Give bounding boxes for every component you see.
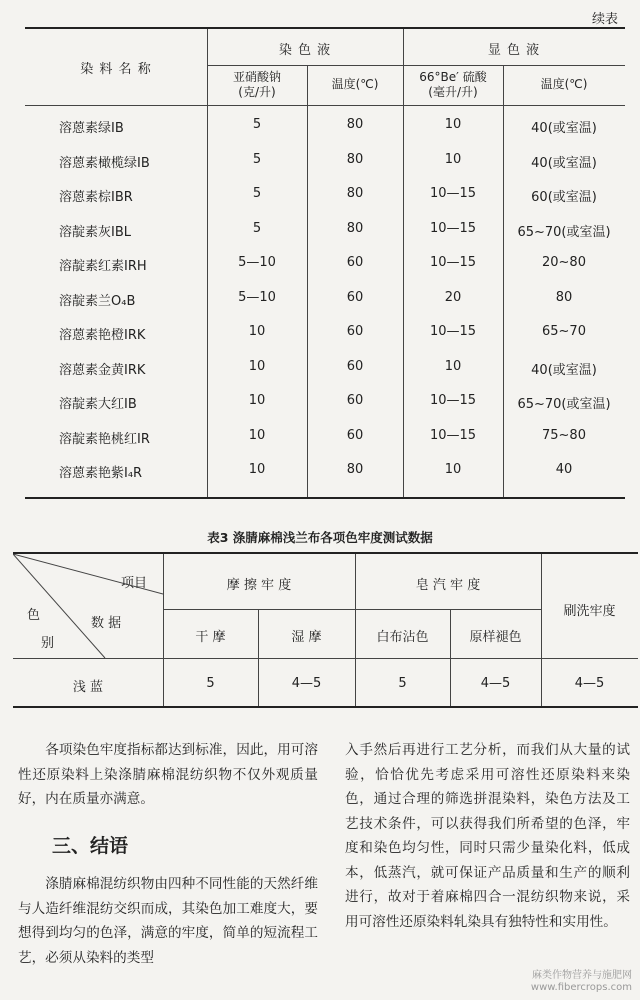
cell-nitrite: 5 (252, 186, 262, 201)
cell-name: 溶靛素灰IBL (59, 224, 131, 240)
cell-nitrite: 10 (248, 324, 266, 339)
header-steam-cloth: 白布沾色 (376, 630, 429, 645)
cell-t1: 80 (346, 151, 364, 167)
cell-nitrite: 10 (248, 462, 266, 477)
cell-name: 溶靛素艳桃红IR (59, 431, 150, 447)
continued-label: 续表 (591, 12, 618, 27)
cell-name: 溶靛素兰O₄B (59, 293, 136, 309)
cell-name: 溶蒽素艳紫I₄R (59, 466, 143, 481)
value-steam-orig: 4—5 (480, 676, 511, 691)
table-divider (25, 105, 625, 106)
cell-acid: 10 (444, 462, 462, 477)
cell-nitrite: 10 (248, 358, 266, 374)
header-steam-orig: 原样褪色 (469, 630, 522, 645)
cell-acid: 10—15 (429, 220, 477, 236)
cell-acid: 10—15 (429, 427, 477, 443)
value-rub-wet: 4—5 (291, 676, 322, 691)
cell-name: 溶蒽素金黄IRK (59, 362, 146, 378)
cell-nitrite: 10 (248, 393, 266, 408)
fastness-table (13, 552, 638, 708)
cell-name: 溶蒽素绿IB (59, 121, 124, 136)
watermark: 麻类作物营养与施肥网 www.fibercrops.com (530, 970, 632, 993)
cell-name: 溶蒽素艳橙IRK (59, 328, 146, 343)
cell-nitrite: 5 (252, 151, 262, 167)
header-nitrite: 亚硝酸钠 (克/升) (232, 70, 281, 99)
cell-acid: 10—15 (429, 393, 477, 408)
table-caption: 表3 涤腈麻棉浅兰布各项色牢度测试数据 (207, 530, 433, 545)
cell-nitrite: 5—10 (238, 289, 276, 305)
section-heading: 三、结语 (52, 834, 129, 857)
cell-t2: 65~70(或室温) (517, 397, 611, 412)
cell-acid: 10—15 (429, 324, 477, 339)
dye-table (25, 27, 625, 499)
cell-acid: 10 (444, 151, 462, 167)
cell-t2: 60(或室温) (531, 190, 597, 205)
cell-nitrite: 10 (248, 427, 266, 443)
header-rub-dry: 干 摩 (195, 630, 226, 645)
row-label: 浅 蓝 (72, 680, 104, 695)
cell-acid: 20 (444, 289, 462, 305)
cell-t1: 60 (346, 289, 364, 305)
cell-acid: 10 (444, 117, 462, 132)
header-develop-solution: 显 色 液 (487, 43, 541, 58)
cell-acid: 10 (444, 358, 462, 374)
table-divider (163, 609, 541, 610)
cell-t1: 80 (346, 117, 364, 132)
cell-t1: 80 (346, 462, 364, 477)
cell-t2: 80 (555, 289, 573, 305)
cell-name: 溶蒽素棕IBR (59, 190, 133, 205)
corner-item: 项目 (121, 576, 148, 591)
header-steam: 皂 汽 牢 度 (415, 578, 481, 593)
corner-color: 色 (27, 608, 41, 623)
cell-name: 溶靛素红素IRH (59, 259, 147, 274)
corner-data: 数 据 (91, 616, 122, 631)
cell-nitrite: 5 (252, 220, 262, 236)
paragraph-summary-cont: 入手然后再进行工艺分析，而我们从大量的试验，恰恰优先考虑采用可溶性还原染料来染色，通过合理的筛选拼混染料，染色方法及工艺技术条件，可以获得我们所希望的色泽，牢度和染色均匀性，同时只需少量染化料，低成本，低蒸汽，就可保证产品质量和生产的顺利进行，故对于着麻棉四合一混纺织物来说，采用可溶性还原染料轧染具有独特性和实用性。 (345, 742, 630, 930)
cell-t2: 65~70(或室温) (517, 224, 611, 240)
cell-acid: 10—15 (429, 255, 477, 270)
cell-t1: 80 (346, 220, 364, 236)
header-rub-wet: 湿 摩 (291, 630, 322, 645)
header-temp-develop: 温度(℃) (540, 77, 588, 91)
cell-t1: 60 (346, 255, 364, 270)
cell-acid: 10—15 (429, 186, 477, 201)
cell-t2: 20~80 (542, 255, 586, 270)
cell-t2: 40 (555, 462, 573, 477)
header-acid: 66°Be′ 硫酸 (毫升/升) (419, 70, 487, 99)
cell-t1: 60 (346, 427, 364, 443)
cell-t2: 75~80 (542, 427, 586, 443)
cell-nitrite: 5—10 (238, 255, 276, 270)
header-rub: 摩 擦 牢 度 (226, 578, 292, 593)
cell-t2: 40(或室温) (531, 362, 597, 378)
value-rub-dry: 5 (206, 676, 215, 691)
corner-type: 别 (41, 636, 55, 651)
cell-t1: 60 (346, 358, 364, 374)
left-column (18, 738, 318, 970)
cell-name: 溶靛素大红IB (59, 397, 137, 412)
cell-t2: 40(或室温) (531, 121, 597, 136)
header-dye-name: 染 料 名 称 (80, 62, 152, 77)
table-divider (207, 65, 625, 66)
value-steam-cloth: 5 (398, 676, 407, 691)
header-temp-dye: 温度(℃) (331, 77, 379, 91)
cell-t2: 40(或室温) (531, 155, 597, 171)
value-brush: 4—5 (574, 676, 605, 691)
table-divider (13, 658, 638, 659)
paragraph-summary: 涤腈麻棉混纺织物由四种不同性能的天然纤维与人造纤维混纺交织而成，其染色加工难度大，要想得到均匀的色泽，满意的牢度，简单的短流程工艺，必须从染料的类型 (18, 876, 318, 966)
header-dye-solution: 染 色 液 (278, 43, 332, 58)
header-brush: 刷洗牢度 (563, 604, 616, 619)
cell-name: 溶蒽素橄榄绿IB (59, 155, 150, 171)
cell-t1: 80 (346, 186, 364, 201)
right-column (345, 738, 630, 934)
cell-t2: 65~70 (542, 324, 586, 339)
cell-t1: 60 (346, 324, 364, 339)
paragraph-conclusion-result: 各项染色牢度指标都达到标准，因此，用可溶性还原染料上染涤腈麻棉混纺织物不仅外观质量好，内在质量亦满意。 (18, 742, 318, 807)
cell-t1: 60 (346, 393, 364, 408)
cell-nitrite: 5 (252, 117, 262, 132)
